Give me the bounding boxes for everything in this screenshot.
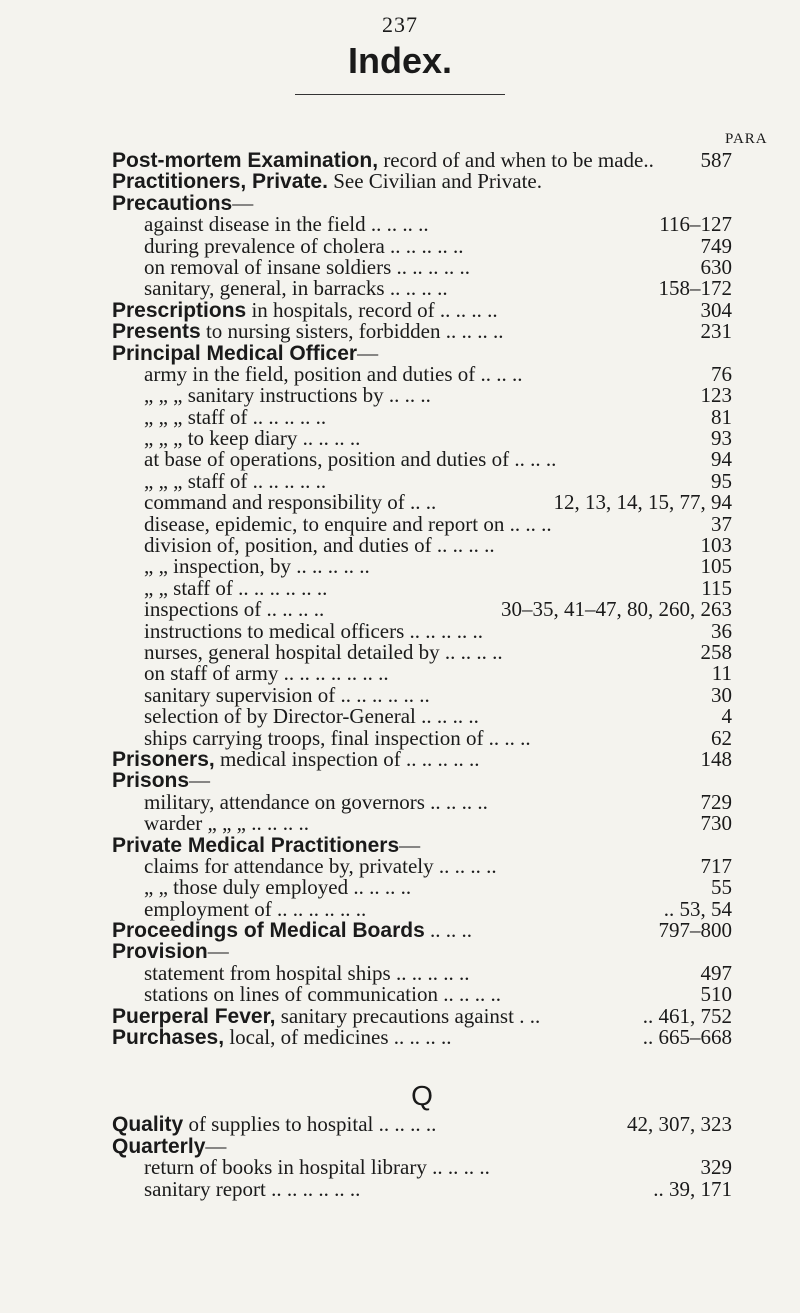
entry-text <box>112 340 379 365</box>
paragraph-reference: 76 <box>711 361 732 386</box>
index-heading-entry <box>112 297 732 322</box>
entry-description: at base of operations, position and duties of .. .. .. <box>144 447 557 472</box>
index-heading-entry <box>112 770 732 791</box>
entry-text <box>112 832 421 857</box>
entry-text <box>112 1027 452 1048</box>
entry-description: „ „ „ sanitary instructions by .. .. .. <box>144 383 431 408</box>
index-subentry <box>112 682 732 707</box>
index-heading-entry <box>112 746 732 771</box>
entry-headword: Prisoners, <box>112 747 215 771</box>
paragraph-reference: 81 <box>711 404 732 429</box>
entry-description: claims for attendance by, privately .. .. .. .. <box>144 853 497 878</box>
entry-text <box>144 984 501 1005</box>
paragraph-reference: 158–172 <box>658 276 732 301</box>
entry-description: local, of medicines .. .. .. .. <box>224 1025 452 1050</box>
entry-text <box>144 511 552 536</box>
entry-headword: Provision <box>112 940 208 964</box>
entry-text <box>144 877 411 898</box>
page-title: Index. <box>347 40 453 81</box>
entry-text <box>144 214 429 235</box>
entry-description: See Civilian and Private. <box>327 169 542 194</box>
entry-description: „ „ inspection, by .. .. .. .. .. <box>144 554 370 579</box>
section-letter: Q <box>411 1080 433 1112</box>
index-heading-entry <box>112 920 732 941</box>
entry-headword: Principal Medical Officer <box>112 341 358 365</box>
entry-text <box>112 770 210 791</box>
index-heading-entry <box>112 832 732 857</box>
entry-text <box>112 190 254 215</box>
index-subentry <box>112 960 732 985</box>
index-subentry <box>112 706 732 727</box>
paragraph-reference: 749 <box>700 233 732 258</box>
entry-description: nurses, general hospital detailed by .. .. .. .. <box>144 639 503 664</box>
index-subentry <box>112 428 732 449</box>
page-number: 237 <box>382 12 418 37</box>
index-subentry <box>112 896 732 921</box>
index-subentry <box>112 575 732 600</box>
entry-headword: Presents <box>112 320 201 344</box>
entry-text <box>112 321 503 342</box>
entry-text <box>144 233 464 258</box>
entry-description: on removal of insane soldiers .. .. .. .. .. <box>144 254 471 279</box>
entry-headword: Quarterly <box>112 1134 206 1158</box>
paragraph-reference: .. 39, 171 <box>653 1176 732 1201</box>
entry-text <box>112 1003 541 1028</box>
index-subentry <box>112 404 732 429</box>
entry-text <box>144 682 430 707</box>
entry-description: stations on lines of communication .. .. .. .. <box>144 982 501 1007</box>
index-subentry <box>112 361 732 386</box>
index-subentry <box>112 853 732 878</box>
index-subentry <box>112 639 732 664</box>
entry-description: „ „ staff of .. .. .. .. .. .. <box>144 575 328 600</box>
entry-text <box>144 960 470 985</box>
index-subentry <box>112 214 732 235</box>
entry-description: during prevalence of cholera .. .. .. .. .. <box>144 233 464 258</box>
index-heading-entry <box>112 1114 732 1135</box>
entry-text <box>144 468 327 493</box>
paragraph-reference: 116–127 <box>659 212 732 237</box>
entry-text <box>144 639 503 664</box>
entry-text <box>112 171 542 192</box>
entry-text <box>144 361 523 386</box>
paragraph-reference: 587 <box>700 148 732 172</box>
paragraph-reference: 62 <box>711 725 732 750</box>
entry-description: in hospitals, record of .. .. .. .. <box>246 297 498 322</box>
paragraph-reference: 497 <box>700 960 732 985</box>
entry-description: — <box>205 1133 227 1158</box>
entry-description: employment of .. .. .. .. .. .. <box>144 896 367 921</box>
index-subentry <box>112 511 732 536</box>
index-subentry <box>112 877 732 898</box>
index-heading-entry <box>112 1133 732 1158</box>
entry-headword: Post-mortem Examination, <box>112 149 379 172</box>
entry-description: instructions to medical officers .. .. .. .. .. <box>144 618 484 643</box>
entry-description: disease, epidemic, to enquire and report on .. .. .. <box>144 511 552 536</box>
entry-text <box>144 556 370 577</box>
paragraph-reference: 717 <box>700 853 732 878</box>
entry-description: against disease in the field .. .. .. .. <box>144 212 429 237</box>
entry-description: return of books in hospital library .. .. .. .. <box>144 1155 490 1180</box>
paragraph-reference: 37 <box>711 511 732 536</box>
entry-text <box>144 492 436 513</box>
index-subentry <box>112 984 732 1005</box>
index-subentry <box>112 449 732 470</box>
paragraph-reference: 94 <box>711 447 732 472</box>
index-heading-entry <box>112 1003 732 1028</box>
entry-text <box>144 535 495 556</box>
entry-description: military, attendance on governors .. .. .. .. <box>144 789 488 814</box>
entry-headword: Quality <box>112 1113 184 1137</box>
index-subentry <box>112 813 732 834</box>
entry-headword: Purchases, <box>112 1026 225 1050</box>
paragraph-reference: 30 <box>711 682 732 707</box>
entry-description: inspections of .. .. .. .. <box>144 597 325 622</box>
paragraph-reference: 42, 307, 323 <box>627 1112 732 1137</box>
paragraph-reference: 11 <box>711 661 732 686</box>
index-subentry <box>112 468 732 493</box>
entry-description: command and responsibility of .. .. <box>144 490 437 515</box>
entry-description: — <box>399 832 421 857</box>
entry-description: medical inspection of .. .. .. .. .. <box>214 746 480 771</box>
entry-text <box>144 1176 361 1201</box>
entry-description: „ „ „ to keep diary .. .. .. .. <box>144 426 361 451</box>
entry-text <box>144 853 497 878</box>
paragraph-reference: .. 461, 752 <box>642 1003 732 1028</box>
entry-text <box>144 599 324 620</box>
entry-text <box>144 618 484 643</box>
paragraph-reference: 730 <box>700 811 732 836</box>
entry-text <box>112 1114 436 1135</box>
entry-text <box>144 896 367 921</box>
entry-description: sanitary precautions against . .. <box>275 1003 541 1028</box>
entry-headword: Practitioners, Private. <box>112 170 328 194</box>
paragraph-reference: 4 <box>721 704 732 729</box>
entry-description: warder „ „ „ .. .. .. .. <box>144 811 310 836</box>
entry-description: „ „ „ staff of .. .. .. .. .. <box>144 404 327 429</box>
paragraph-reference: 797–800 <box>658 918 732 943</box>
entry-description: — <box>207 939 229 964</box>
index-subentry <box>112 254 732 279</box>
paragraph-reference: 105 <box>700 554 732 579</box>
paragraph-reference: 103 <box>700 533 732 558</box>
paragraph-reference: 630 <box>700 254 732 279</box>
entry-description: division of, position, and duties of .. .. .. .. <box>144 533 495 558</box>
para-column-label: PARA <box>725 131 768 147</box>
paragraph-reference: 30–35, 41–47, 80, 260, 263 <box>501 597 732 622</box>
entry-text <box>112 920 472 941</box>
section-gap <box>112 1048 732 1078</box>
entry-description: sanitary supervision of .. .. .. .. .. .. <box>144 682 430 707</box>
paragraph-reference: 12, 13, 14, 15, 77, 94 <box>553 490 732 515</box>
entry-headword: Prescriptions <box>112 298 247 322</box>
entry-description: sanitary, general, in barracks .. .. .. .. <box>144 276 448 301</box>
index-subentry <box>112 599 732 620</box>
paragraph-reference: 95 <box>711 468 732 493</box>
paragraph-reference: 93 <box>711 426 732 451</box>
entry-description: sanitary report .. .. .. .. .. .. <box>144 1176 361 1201</box>
index-subentry <box>112 725 732 750</box>
entry-description: of supplies to hospital .. .. .. .. <box>183 1112 437 1137</box>
index-heading-entry <box>112 321 732 342</box>
index-subentry <box>112 556 732 577</box>
index-subentry <box>112 1176 732 1201</box>
paragraph-reference: 148 <box>700 746 732 771</box>
entry-text <box>144 725 531 750</box>
index-heading-entry <box>112 941 732 962</box>
index-subentry <box>112 535 732 556</box>
index-subentry <box>112 492 732 513</box>
paragraph-reference: 36 <box>711 618 732 643</box>
entry-text <box>144 404 327 429</box>
entry-text <box>144 254 471 279</box>
entry-headword: Puerperal Fever, <box>112 1004 276 1028</box>
index-subentry <box>112 618 732 643</box>
paragraph-reference: .. 53, 54 <box>663 896 732 921</box>
entry-text <box>112 150 654 171</box>
index-subentry <box>112 385 732 406</box>
entry-description: — <box>357 340 379 365</box>
entry-description: record of and when to be made.. <box>378 148 654 172</box>
entry-text <box>112 941 229 962</box>
entry-description: „ „ those duly employed .. .. .. .. <box>144 875 412 900</box>
entry-description: ships carrying troops, final inspection of .. .. .. <box>144 725 531 750</box>
index-subentry <box>112 789 732 814</box>
entry-text <box>144 575 328 600</box>
entry-headword: Proceedings of Medical Boards <box>112 919 425 943</box>
entry-description: .. .. .. <box>424 918 472 943</box>
entry-text <box>144 449 556 470</box>
paragraph-reference: 115 <box>701 575 732 600</box>
entry-headword: Precautions <box>112 191 233 215</box>
entry-text <box>144 813 309 834</box>
entry-text <box>112 297 498 322</box>
entry-headword: Prisons <box>112 769 190 793</box>
entry-description: on staff of army .. .. .. .. .. .. .. <box>144 661 389 686</box>
index-subentry <box>112 1157 732 1178</box>
paragraph-reference: 729 <box>700 789 732 814</box>
paragraph-reference: .. 665–668 <box>642 1025 732 1050</box>
entry-text <box>144 706 479 727</box>
entry-description: „ „ „ staff of .. .. .. .. .. <box>144 468 327 493</box>
index-subentry <box>112 278 732 299</box>
entry-description: selection of by Director-General .. .. .. .. <box>144 704 479 729</box>
entry-text <box>144 278 448 299</box>
entry-description: — <box>232 190 254 215</box>
paragraph-reference: 123 <box>700 383 732 408</box>
entry-text <box>144 385 431 406</box>
index-heading-entry <box>112 171 732 192</box>
title-rule <box>295 94 505 95</box>
entry-description: army in the field, position and duties of .. .. .. <box>144 361 523 386</box>
entry-text <box>144 663 389 684</box>
index-subentry <box>112 233 732 258</box>
entry-headword: Private Medical Practitioners <box>112 833 400 857</box>
paragraph-reference: 231 <box>700 319 732 344</box>
index-heading-entry <box>112 190 732 215</box>
paragraph-reference: 55 <box>711 875 732 900</box>
paragraph-reference: 258 <box>700 639 732 664</box>
index-heading-entry <box>112 150 732 171</box>
index-subentry <box>112 663 732 684</box>
entry-text <box>112 746 480 771</box>
index-heading-entry <box>112 1027 732 1048</box>
entry-description: to nursing sisters, forbidden .. .. .. .. <box>200 319 504 344</box>
entry-description: — <box>189 768 211 793</box>
entry-text <box>144 789 488 814</box>
paragraph-reference: 329 <box>700 1155 732 1180</box>
paragraph-reference: 304 <box>700 297 732 322</box>
index-entries <box>112 150 732 1200</box>
index-heading-entry <box>112 340 732 365</box>
entry-text <box>112 1133 227 1158</box>
entry-text <box>144 1157 490 1178</box>
entry-description: statement from hospital ships .. .. .. .. .. <box>144 960 470 985</box>
entry-text <box>144 428 360 449</box>
paragraph-reference: 510 <box>700 982 732 1007</box>
